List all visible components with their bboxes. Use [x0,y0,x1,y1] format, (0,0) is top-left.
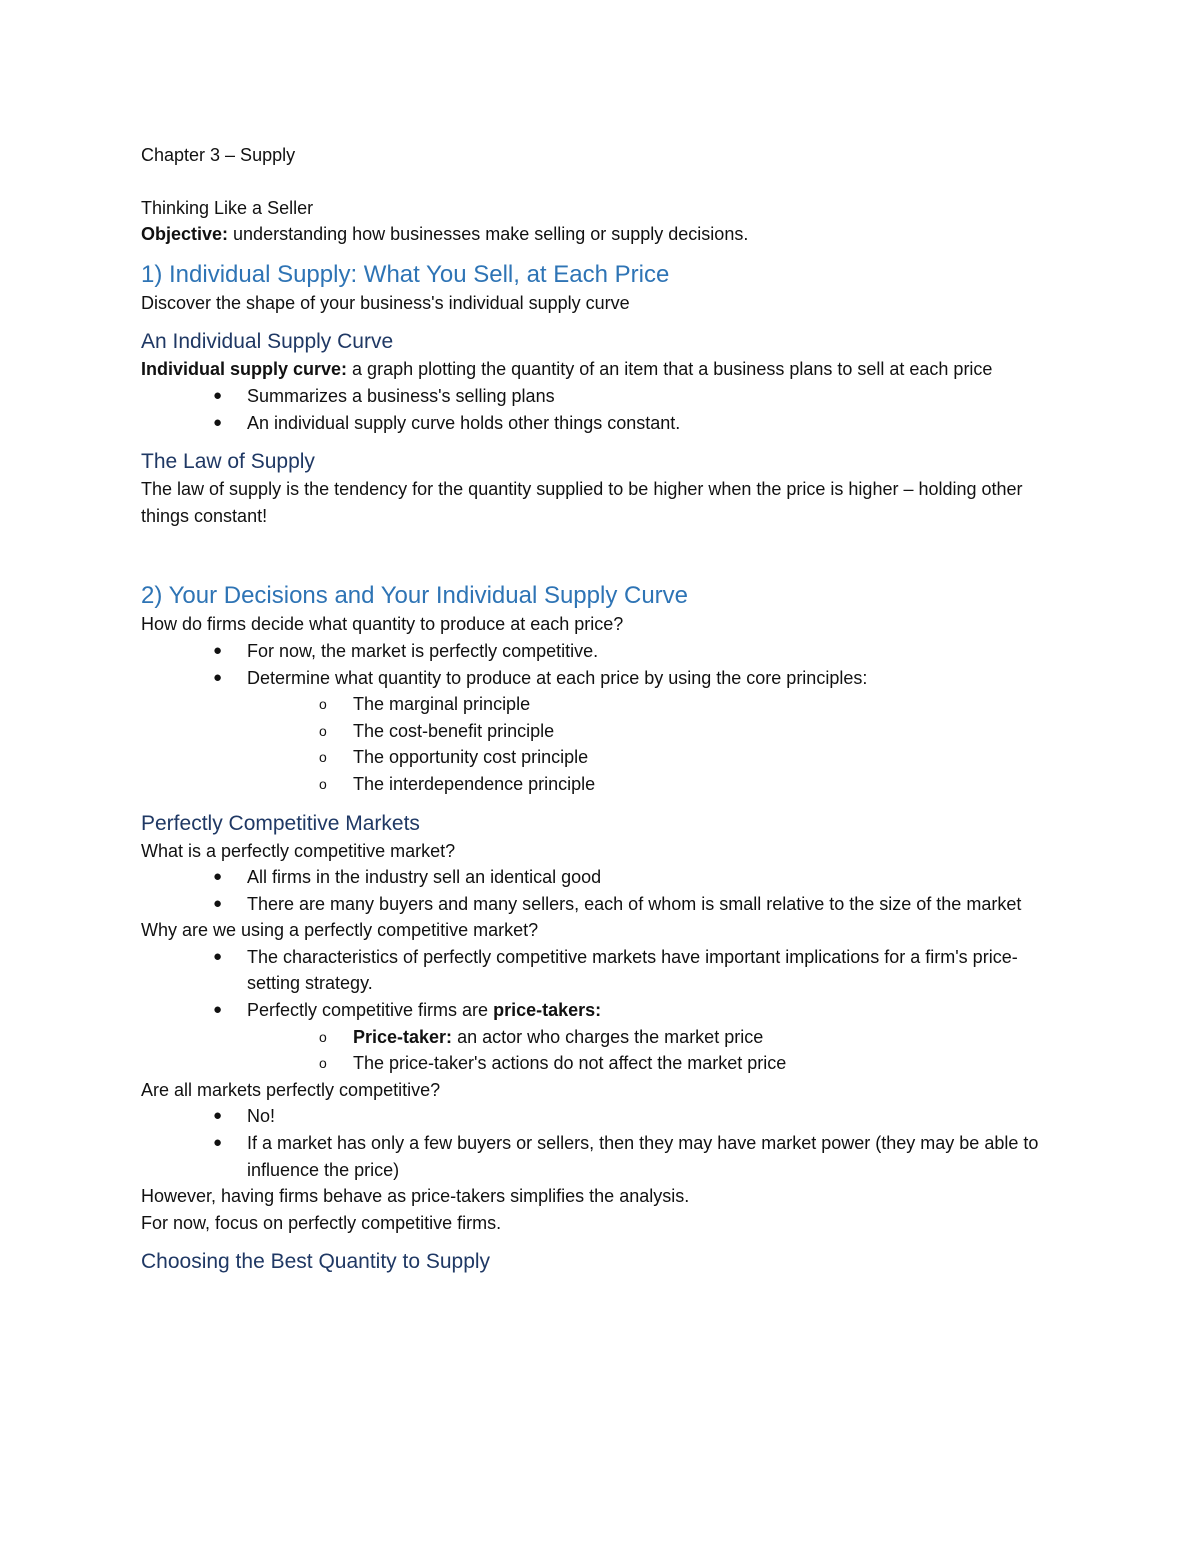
bullet-icon: ● [213,947,223,965]
choosing-best-quantity-heading: Choosing the Best Quantity to Supply [141,1250,491,1274]
law-of-supply-heading: The Law of Supply [141,450,315,474]
bullet-icon: ● [213,1134,223,1152]
list-item: ● Perfectly competitive firms are price-takers: o Price-taker: an actor who charges the market price o The price-taker's actions do not affect the market price [141,997,1061,1077]
list-item: ● For now, the market is perfectly competitive. [141,638,1061,665]
bullet-icon: ● [213,641,223,659]
bullet-icon: ● [213,868,223,886]
circle-bullet-icon: o [319,1028,327,1045]
pcm-q1-bullets [141,864,1061,917]
list-item: ● There are many buyers and many sellers, each of whom is small relative to the size of the market [141,891,1061,918]
bullet-icon: ● [213,894,223,912]
circle-bullet-icon: o [319,722,327,739]
objective-line [141,221,1061,248]
list-item: ● An individual supply curve holds other things constant. [141,410,1061,437]
supply-curve-definition [141,356,1061,383]
circle-bullet-icon: o [319,775,327,792]
circle-bullet-icon: o [319,696,327,713]
section2-bullets [141,638,1061,798]
section2-question: How do firms decide what quantity to produce at each price? [141,614,624,635]
price-taker-list [247,1024,1061,1077]
bullet-icon: ● [213,1107,223,1125]
section1-heading: 1) Individual Supply: What You Sell, at Each Price [141,260,670,288]
supply-curve-def-label: Individual supply curve: [141,359,348,380]
list-item: ● The characteristics of perfectly competitive markets have important implications for a firm's price-setting strategy. [141,944,1061,997]
perfectly-competitive-heading: Perfectly Competitive Markets [141,811,420,835]
circle-bullet-icon: o [319,749,327,766]
document-content [141,142,1061,1276]
section2-heading: 2) Your Decisions and Your Individual Supply Curve [141,582,689,610]
list-item: ● All firms in the industry sell an identical good [141,864,1061,891]
objective-label: Objective: [141,224,229,245]
list-item: o The marginal principle [141,691,1061,718]
subtitle: Thinking Like a Seller [141,197,314,218]
list-item: ● Summarizes a business's selling plans [141,383,1061,410]
list-item: ● Determine what quantity to produce at each price by using the core principles: o The marginal principle o The cost-benefit principle o The opportunity cost principle o The interdependence principle [141,665,1061,798]
list-item: o The price-taker's actions do not affect the market price [141,1050,1061,1077]
principles-list [247,691,1061,797]
supply-curve-def-text: a graph plotting the quantity of an item that a business plans to sell at each price [347,359,993,380]
pcm-question-2: Why are we using a perfectly competitive market? [141,920,539,941]
bullet-icon: ● [213,1001,223,1019]
pcm-q3-bullets [141,1103,1061,1183]
list-item: ● No! [141,1103,1061,1130]
objective-text: understanding how businesses make selling or supply decisions. [228,224,749,245]
closing-line-2: For now, focus on perfectly competitive firms. [141,1212,502,1233]
closing-line-1: However, having firms behave as price-takers simplifies the analysis. [141,1186,690,1207]
bullet-icon: ● [213,386,223,404]
section1-intro: Discover the shape of your business's individual supply curve [141,292,630,313]
list-item: o The opportunity cost principle [141,744,1061,771]
law-of-supply-text: The law of supply is the tendency for the quantity supplied to be higher when the price is higher – holding other things constant! [141,479,1023,526]
circle-bullet-icon: o [319,1055,327,1072]
pcm-question-3: Are all markets perfectly competitive? [141,1079,441,1100]
pcm-q2-bullets [141,944,1061,1077]
list-item: ● If a market has only a few buyers or sellers, then they may have market power (they may be able to influence the price) [141,1130,1061,1183]
list-item: o The interdependence principle [141,771,1061,798]
list-item: o Price-taker: an actor who charges the market price [141,1024,1061,1051]
bullet-icon: ● [213,668,223,686]
supply-curve-bullets [141,383,1061,436]
pcm-question-1: What is a perfectly competitive market? [141,840,456,861]
supply-curve-heading: An Individual Supply Curve [141,330,394,354]
bullet-icon: ● [213,413,223,431]
chapter-title: Chapter 3 – Supply [141,145,296,165]
list-item: o The cost-benefit principle [141,718,1061,745]
